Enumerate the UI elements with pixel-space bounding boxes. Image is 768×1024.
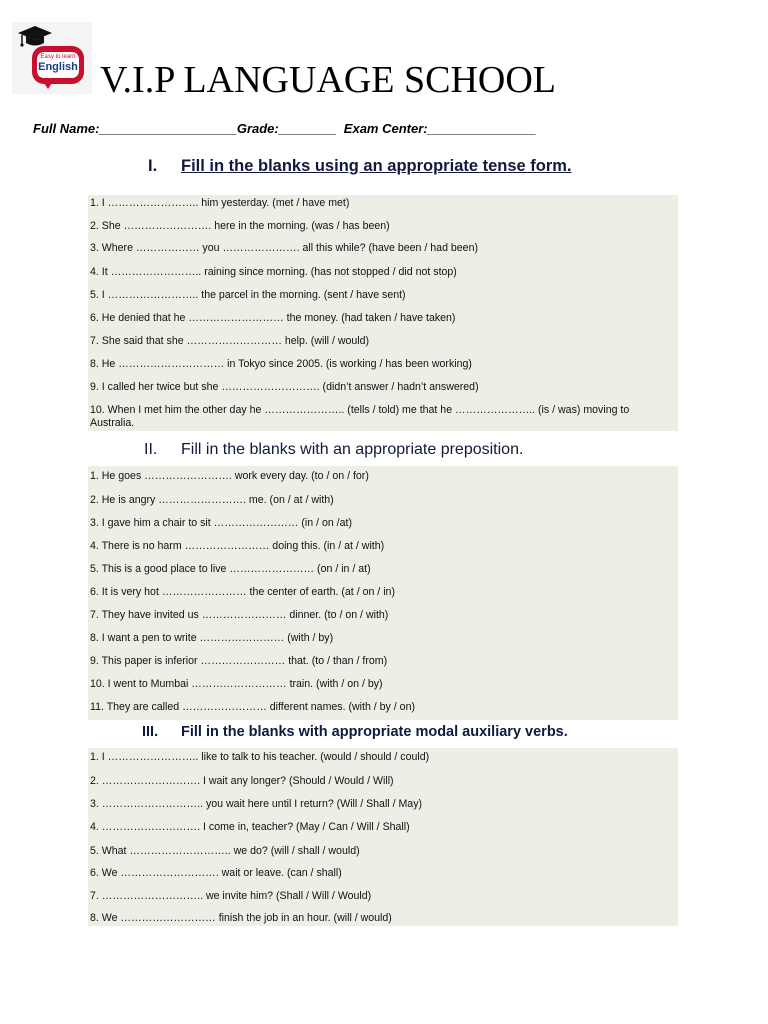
- question-item: 7. She said that she ……………………… help. (will / would): [90, 335, 370, 347]
- logo-word: English: [38, 61, 78, 73]
- question-item: 3. Where ……………… you …………………. all this while? (have been / had been): [90, 242, 478, 254]
- section-1-block: [88, 195, 678, 431]
- question-item: 9. This paper is inferior …………………… that. (to / than / from): [90, 655, 388, 667]
- question-item: 7. ……………………….. we invite him? (Shall / Will / Would): [90, 890, 372, 902]
- question-item: 6. We ………………………. wait or leave. (can / shall): [90, 867, 342, 879]
- question-item: 2. ………………………. I wait any longer? (Should / Would / Will): [90, 775, 394, 787]
- section-3-heading: [142, 724, 568, 740]
- student-info-line: [33, 121, 536, 136]
- section-2-title: Fill in the blanks with an appropriate preposition.: [181, 441, 524, 458]
- section-1-number: I.: [148, 157, 158, 175]
- question-item: 2. He is angry ……………………. me. (on / at / with): [90, 494, 334, 506]
- question-item: 9. I called her twice but she ………………………. (didn’t answer / hadn’t answered): [90, 381, 479, 393]
- question-item: 2. She ……………………. here in the morning. (was / has been): [90, 220, 390, 232]
- question-item: 7. They have invited us …………………… dinner. (to / on / with): [90, 609, 389, 621]
- section-1-heading: [148, 157, 572, 176]
- question-item: 6. It is very hot …………………… the center of earth. (at / on / in): [90, 586, 395, 598]
- section-1-title: Fill in the blanks using an appropriate tense form.: [181, 157, 572, 175]
- question-item: 4. ………………………. I come in, teacher? (May / Can / Will / Shall): [90, 821, 410, 833]
- exam-center-field: Exam Center:_______________: [336, 121, 537, 136]
- section-3-block: [88, 748, 678, 926]
- question-item: 1. I …………………….. him yesterday. (met / have met): [90, 197, 350, 209]
- school-logo: [12, 22, 92, 94]
- section-3-title: Fill in the blanks with appropriate modal auxiliary verbs.: [181, 724, 568, 740]
- section-2-heading: [144, 441, 523, 459]
- question-item: 3. ……………………….. you wait here until I return? (Will / Shall / May): [90, 798, 423, 810]
- question-item: 3. I gave him a chair to sit …………………… (in / on /at): [90, 517, 352, 529]
- question-item: 5. I …………………….. the parcel in the morning. (sent / have sent): [90, 289, 406, 301]
- section-3-number: III.: [142, 724, 159, 740]
- question-item: 6. He denied that he ……………………… the money. (had taken / have taken): [90, 312, 456, 324]
- full-name-field: Full Name:___________________: [33, 121, 237, 136]
- graduation-cap-icon: [16, 24, 54, 48]
- question-item: 8. I want a pen to write …………………… (with / by): [90, 632, 334, 644]
- speech-bubble: [32, 46, 84, 84]
- school-title: V.I.P LANGUAGE SCHOOL: [100, 59, 557, 101]
- speech-bubble-tail: [42, 80, 54, 89]
- logo-tagline: Easy to learn: [40, 54, 76, 60]
- question-item: 8. He ………………………… in Tokyo since 2005. (is working / has been working): [90, 358, 472, 370]
- question-item: 5. This is a good place to live …………………… (on / in / at): [90, 563, 371, 575]
- grade-field: Grade:________: [236, 121, 337, 136]
- question-item: 1. He goes ……………………. work every day. (to / on / for): [90, 470, 369, 482]
- question-item: 4. There is no harm …………………… doing this. (in / at / with): [90, 540, 385, 552]
- section-2-number: II.: [144, 441, 158, 458]
- question-item: 8. We ……………………… finish the job in an hour. (will / would): [90, 912, 392, 924]
- question-item: 10. When I met him the other day he ………………….. (tells / told) me that he ………………….. (is / was) moving to Australia.: [90, 404, 630, 429]
- question-item: 1. I …………………….. like to talk to his teacher. (would / should / could): [90, 751, 430, 763]
- section-2-block: [88, 466, 678, 720]
- question-item: 11. They are called …………………… different names. (with / by / on): [90, 701, 415, 713]
- question-item: 4. It …………………….. raining since morning. (has not stopped / did not stop): [90, 266, 457, 278]
- question-item: 5. What ……………………….. we do? (will / shall / would): [90, 845, 360, 857]
- question-item: 10. I went to Mumbai ……………………… train. (with / on / by): [90, 678, 383, 690]
